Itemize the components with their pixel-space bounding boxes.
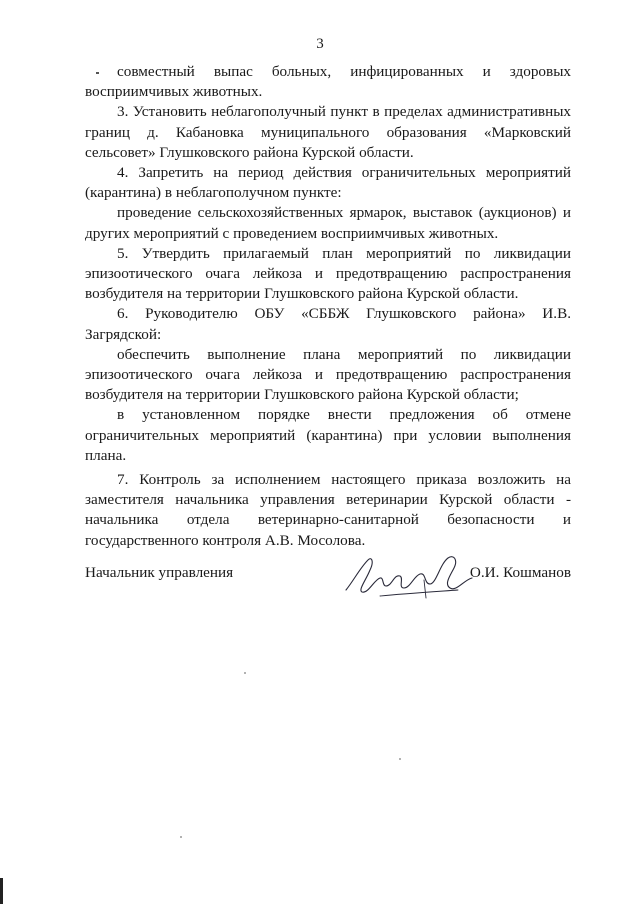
page-number: 3 <box>316 36 324 52</box>
scan-edge-mark <box>0 878 3 904</box>
scan-speck <box>180 836 182 838</box>
paragraph-item-6-ensure: обеспечить выполнение плана мероприятий по ликвидации эпизоотического очага лейкоза и предотвращению распространения возбудителя на территории Глушковского района Курской области; <box>85 345 571 404</box>
signatory-name: О.И. Кошманов <box>469 564 571 581</box>
paragraph-item-5: 5. Утвердить прилагаемый план мероприятий по ликвидации эпизоотического очага лейкоза и предотвращению распространения возбудителя на территории Глушковского района Курской области. <box>85 244 571 303</box>
document-body <box>85 62 571 551</box>
paragraph-item-4: 4. Запретить на период действия ограничительных мероприятий (карантина) в неблагополучном пункте: <box>85 164 571 202</box>
signature-block <box>85 556 571 600</box>
paragraph-livestock-grazing: совместный выпас больных, инфицированных и здоровых восприимчивых животных. <box>85 63 571 101</box>
signatory-title: Начальник управления <box>85 564 234 581</box>
paragraph-item-4-fairs: проведение сельскохозяйственных ярмарок, выставок (аукционов) и других мероприятий с проведением восприимчивых животных. <box>85 204 571 242</box>
handwritten-signature <box>340 550 480 604</box>
paragraph-item-3: 3. Установить неблагополучный пункт в пределах административных границ д. Кабановка муниципального образования «Марковский сельсовет» Глушковского района Курской области. <box>85 103 571 161</box>
paragraph-item-6-propose: в установленном порядке внести предложения об отмене ограничительных мероприятий (карантина) при условии выполнения плана. <box>85 406 571 464</box>
scan-speck <box>244 672 246 674</box>
scan-speck <box>399 758 401 760</box>
paragraph-item-6: 6. Руководителю ОБУ «СББЖ Глушковского района» И.В. Загрядской: <box>85 305 571 343</box>
paragraph-item-7: 7. Контроль за исполнением настоящего приказа возложить на заместителя начальника управления ветеринарии Курской области - начальника отдела ветеринарно-санитарной безопасности и государственного контроля А.В. Мосолова. <box>85 471 571 549</box>
